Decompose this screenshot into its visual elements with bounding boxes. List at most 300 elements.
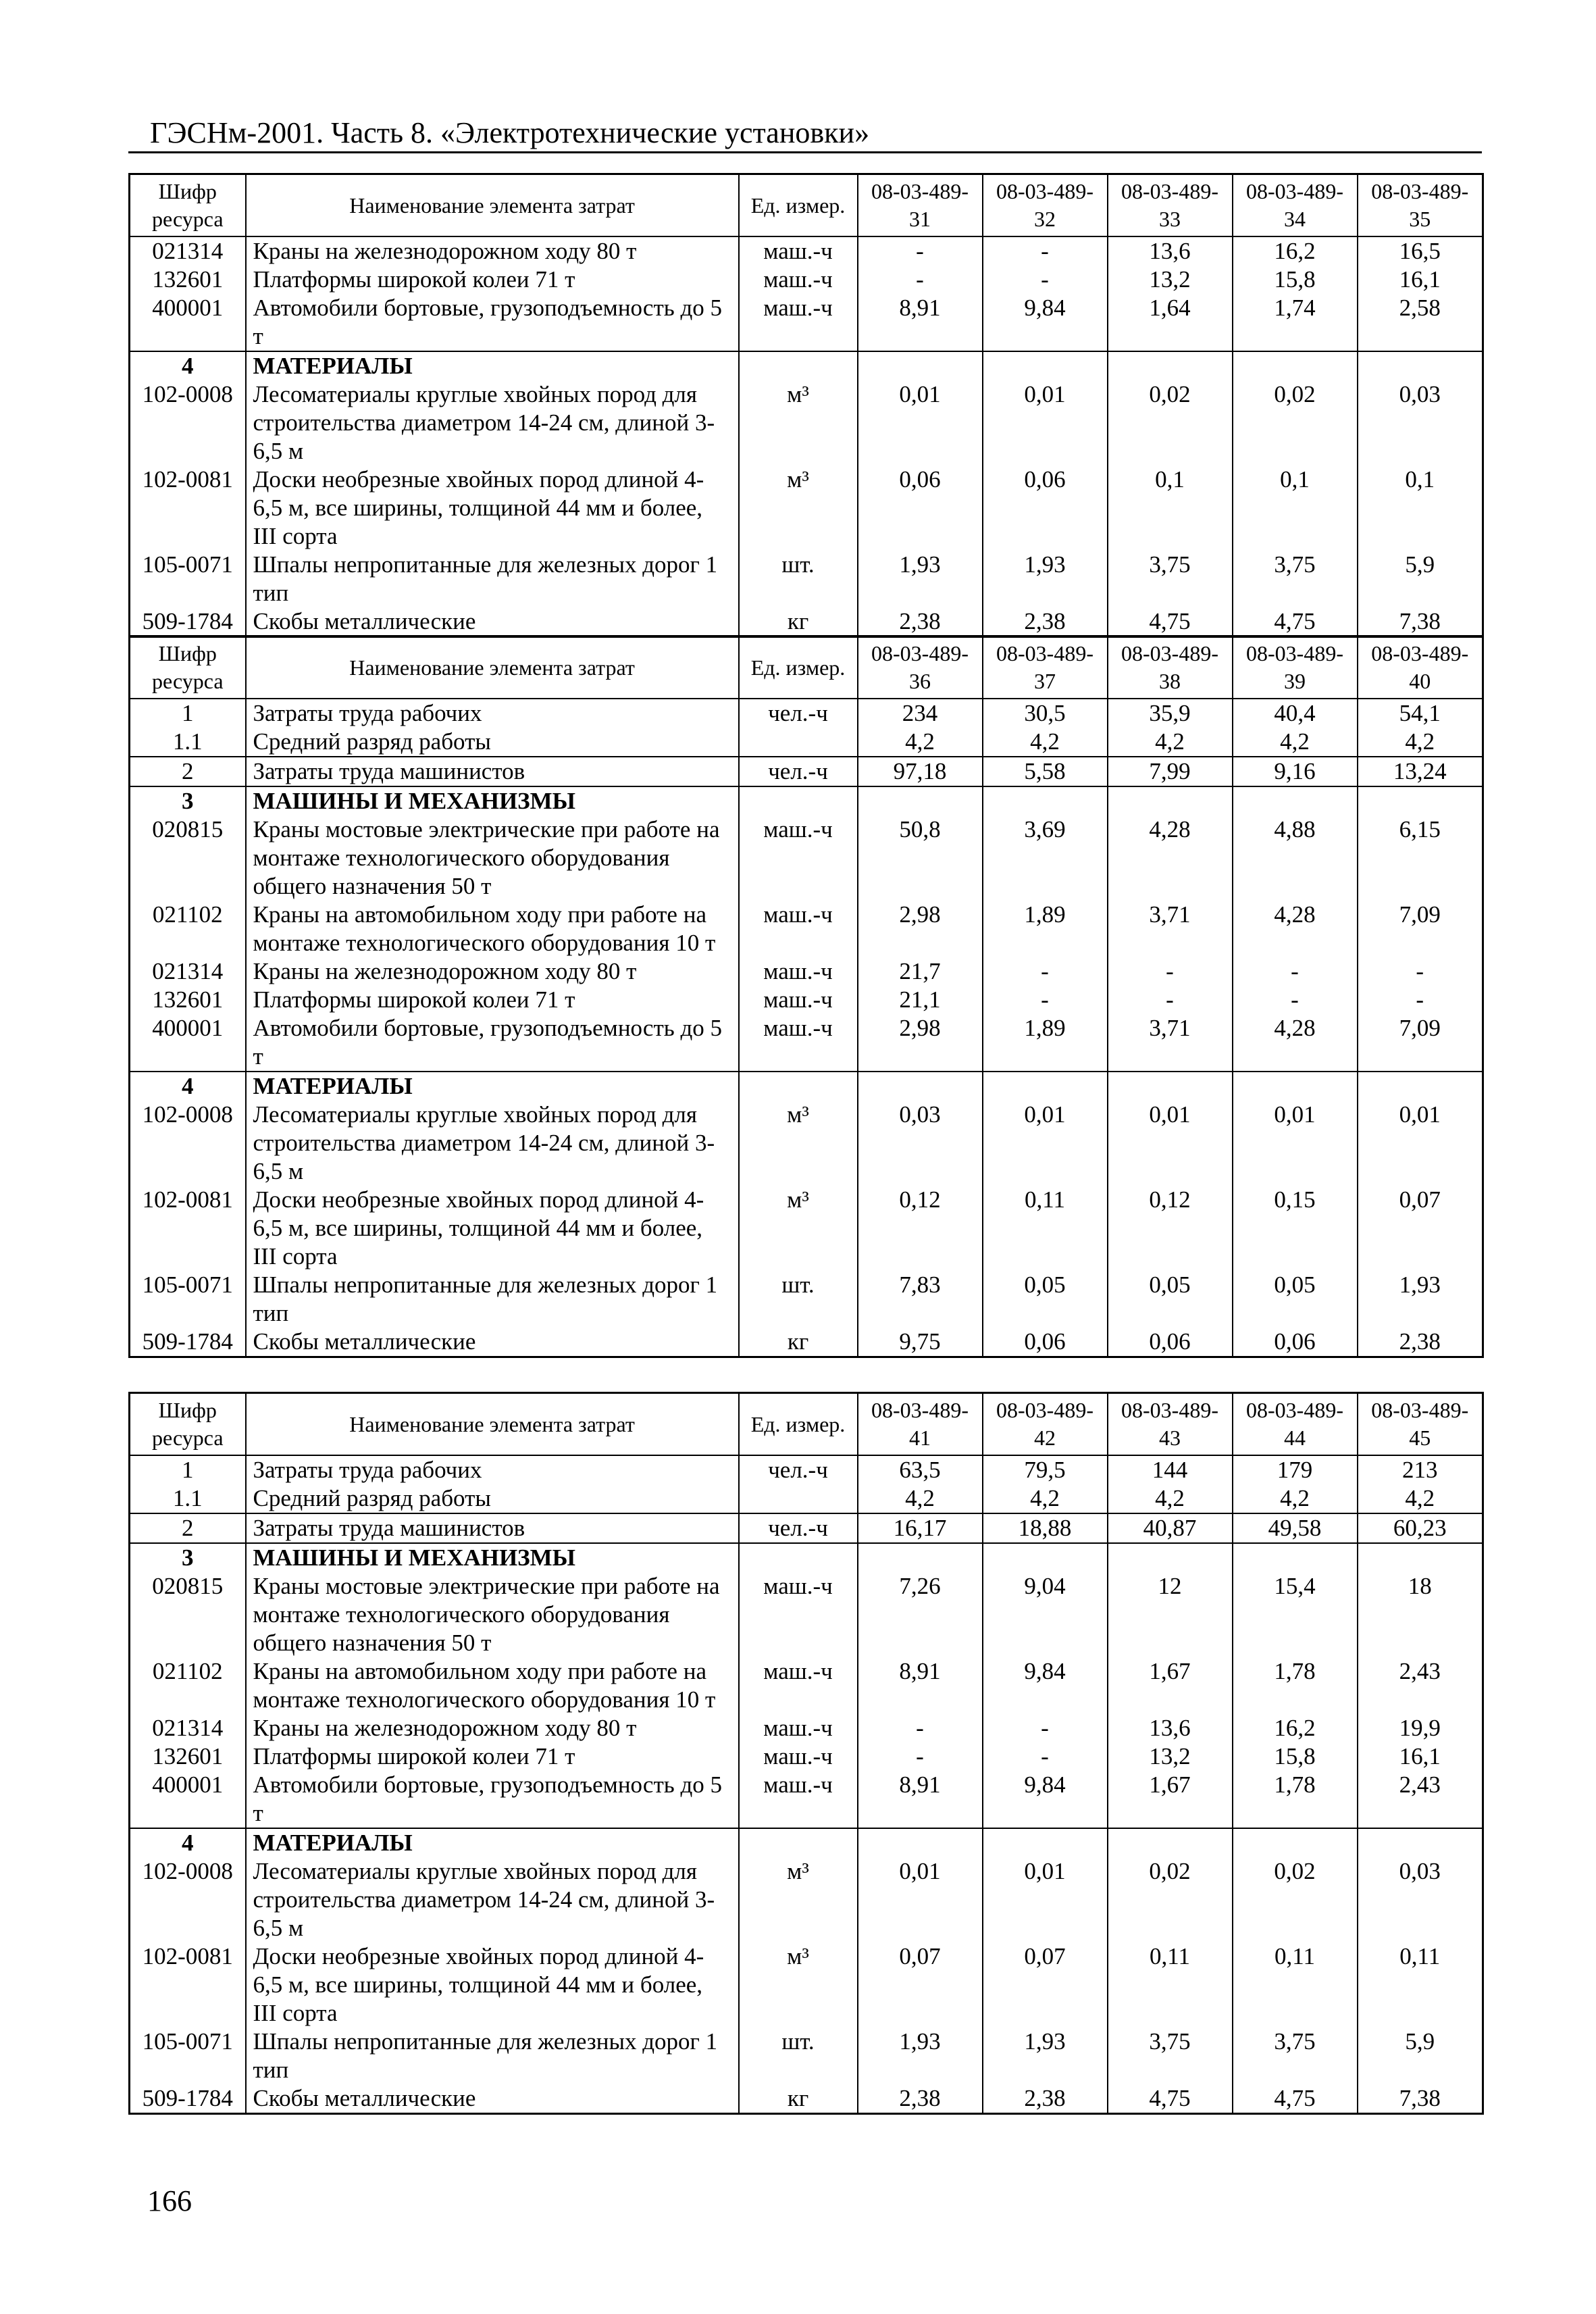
header-norm-code-cell: 08-03-489-40 <box>1358 636 1483 699</box>
value-cell: 0,06 <box>983 1328 1108 1357</box>
value-cell: 9,84 <box>983 1657 1108 1714</box>
resource-name-cell: Затраты труда машинистов <box>246 757 739 786</box>
value-cell: - <box>983 266 1108 294</box>
table-row <box>130 1186 1483 1271</box>
value-cell: 4,2 <box>1233 728 1358 757</box>
value-cell: 0,11 <box>1358 1942 1483 2028</box>
header-norm-code-cell: 08-03-489-31 <box>858 174 983 237</box>
value-cell: 0,1 <box>1233 466 1358 551</box>
resource-name-cell: Краны на железнодорожном ходу 80 т <box>246 236 739 266</box>
value-cell: - <box>983 1742 1108 1771</box>
unit-cell: шт. <box>739 2028 858 2084</box>
value-cell: 2,38 <box>983 607 1108 637</box>
value-cell: - <box>983 236 1108 266</box>
header-unit-cell: Ед. измер. <box>739 1393 858 1456</box>
section-row <box>130 351 1483 380</box>
value-cell: 2,98 <box>858 1014 983 1072</box>
value-cell: 18,88 <box>983 1513 1108 1543</box>
header-norm-code-cell: 08-03-489-37 <box>983 636 1108 699</box>
value-cell: - <box>1108 957 1233 986</box>
value-cell: 4,2 <box>1108 1484 1233 1513</box>
value-cell: 0,11 <box>983 1186 1108 1271</box>
value-cell: 0,11 <box>1233 1942 1358 2028</box>
resource-code-cell: 102-0008 <box>130 1101 246 1186</box>
value-cell: 0,03 <box>858 1101 983 1186</box>
header-code-cell: Шифр ресурса <box>130 636 246 699</box>
value-cell: 1,67 <box>1108 1771 1233 1828</box>
value-cell: - <box>983 986 1108 1014</box>
value-cell: 18 <box>1358 1572 1483 1657</box>
unit-cell: маш.-ч <box>739 1771 858 1828</box>
value-cell <box>983 351 1108 380</box>
value-cell: 4,28 <box>1233 1014 1358 1072</box>
unit-cell: маш.-ч <box>739 1014 858 1072</box>
value-cell <box>1108 1072 1233 1101</box>
unit-cell: м³ <box>739 1942 858 2028</box>
value-cell <box>1233 351 1358 380</box>
value-cell: 4,2 <box>858 728 983 757</box>
table-row <box>130 1513 1483 1543</box>
value-cell: 30,5 <box>983 699 1108 728</box>
value-cell: 0,06 <box>1108 1328 1233 1357</box>
unit-cell: шт. <box>739 551 858 607</box>
unit-cell: маш.-ч <box>739 294 858 351</box>
unit-cell: чел.-ч <box>739 699 858 728</box>
unit-cell: шт. <box>739 1271 858 1328</box>
header-name-cell: Наименование элемента затрат <box>246 174 739 237</box>
resource-code-cell: 132601 <box>130 266 246 294</box>
value-cell: 1,78 <box>1233 1657 1358 1714</box>
table-row <box>130 2084 1483 2114</box>
resource-code-cell: 105-0071 <box>130 2028 246 2084</box>
value-cell <box>1233 1072 1358 1101</box>
value-cell: 4,28 <box>1233 901 1358 957</box>
value-cell: 234 <box>858 699 983 728</box>
value-cell: 1,78 <box>1233 1771 1358 1828</box>
value-cell: 0,01 <box>983 380 1108 466</box>
resource-code-cell: 102-0081 <box>130 466 246 551</box>
resource-name-cell: МАТЕРИАЛЫ <box>246 1072 739 1101</box>
value-cell: 12 <box>1108 1572 1233 1657</box>
value-cell: 2,43 <box>1358 1657 1483 1714</box>
value-cell: 8,91 <box>858 1771 983 1828</box>
unit-cell: маш.-ч <box>739 1714 858 1742</box>
norm-table-2 <box>128 635 1484 1358</box>
value-cell: 16,5 <box>1358 236 1483 266</box>
value-cell <box>1358 351 1483 380</box>
value-cell: 4,2 <box>1358 728 1483 757</box>
resource-code-cell: 021102 <box>130 901 246 957</box>
value-cell: 0,12 <box>858 1186 983 1271</box>
value-cell: 2,38 <box>1358 1328 1483 1357</box>
value-cell: 1,93 <box>858 2028 983 2084</box>
header-norm-code-cell: 08-03-489-36 <box>858 636 983 699</box>
header-norm-code-cell: 08-03-489-33 <box>1108 174 1233 237</box>
unit-cell <box>739 728 858 757</box>
value-cell: 2,38 <box>858 607 983 637</box>
value-cell: - <box>1358 986 1483 1014</box>
value-cell: 0,02 <box>1233 1857 1358 1942</box>
resource-code-cell: 400001 <box>130 1771 246 1828</box>
value-cell: 21,1 <box>858 986 983 1014</box>
resource-name-cell: Лесоматериалы круглые хвойных пород для строительства диаметром 14-24 см, длиной 3-6,5 м <box>246 380 739 466</box>
resource-name-cell: Автомобили бортовые, грузоподъемность до 5 т <box>246 1771 739 1828</box>
value-cell: 4,2 <box>1108 728 1233 757</box>
value-cell: 35,9 <box>1108 699 1233 728</box>
unit-cell: маш.-ч <box>739 1742 858 1771</box>
header-unit-cell: Ед. измер. <box>739 636 858 699</box>
unit-cell <box>739 1543 858 1572</box>
value-cell: 97,18 <box>858 757 983 786</box>
value-cell: 3,71 <box>1108 901 1233 957</box>
header-norm-code-cell: 08-03-489-44 <box>1233 1393 1358 1456</box>
resource-code-cell: 3 <box>130 1543 246 1572</box>
resource-name-cell: Платформы широкой колеи 71 т <box>246 266 739 294</box>
unit-cell <box>739 1828 858 1857</box>
unit-cell: маш.-ч <box>739 901 858 957</box>
resource-code-cell: 4 <box>130 351 246 380</box>
resource-name-cell: Краны на автомобильном ходу при работе на монтаже технологического оборудования 10 т <box>246 1657 739 1714</box>
table-row <box>130 2028 1483 2084</box>
value-cell: 3,75 <box>1233 551 1358 607</box>
value-cell: - <box>858 1714 983 1742</box>
unit-cell: м³ <box>739 1101 858 1186</box>
value-cell: 0,01 <box>983 1101 1108 1186</box>
unit-cell: м³ <box>739 466 858 551</box>
page-header: ГЭСНм-2001. Часть 8. «Электротехнические установки» <box>150 116 870 149</box>
table-row <box>130 1455 1483 1484</box>
value-cell: 0,07 <box>1358 1186 1483 1271</box>
value-cell: - <box>1358 957 1483 986</box>
resource-name-cell: Доски необрезные хвойных пород длиной 4-6,5 м, все ширины, толщиной 44 мм и более, III сорта <box>246 466 739 551</box>
resource-code-cell: 1.1 <box>130 728 246 757</box>
table-row <box>130 1942 1483 2028</box>
value-cell: 3,75 <box>1233 2028 1358 2084</box>
value-cell: 63,5 <box>858 1455 983 1484</box>
table-row <box>130 1771 1483 1828</box>
resource-name-cell: Платформы широкой колеи 71 т <box>246 986 739 1014</box>
value-cell <box>858 1828 983 1857</box>
table-row <box>130 1572 1483 1657</box>
unit-cell: маш.-ч <box>739 1657 858 1714</box>
value-cell: 0,01 <box>858 1857 983 1942</box>
value-cell <box>1233 786 1358 815</box>
header-unit-cell: Ед. измер. <box>739 174 858 237</box>
resource-code-cell: 102-0008 <box>130 1857 246 1942</box>
value-cell: 0,01 <box>1108 1101 1233 1186</box>
resource-name-cell: МАШИНЫ И МЕХАНИЗМЫ <box>246 786 739 815</box>
value-cell: 16,1 <box>1358 1742 1483 1771</box>
value-cell: 1,89 <box>983 901 1108 957</box>
value-cell <box>858 1543 983 1572</box>
unit-cell: маш.-ч <box>739 1572 858 1657</box>
resource-name-cell: Платформы широкой колеи 71 т <box>246 1742 739 1771</box>
header-rule <box>128 151 1482 153</box>
value-cell: 0,15 <box>1233 1186 1358 1271</box>
value-cell: 213 <box>1358 1455 1483 1484</box>
value-cell: 0,05 <box>1233 1271 1358 1328</box>
table-row <box>130 607 1483 637</box>
value-cell: 4,2 <box>983 728 1108 757</box>
resource-name-cell: Средний разряд работы <box>246 728 739 757</box>
value-cell: 15,4 <box>1233 1572 1358 1657</box>
value-cell: 0,05 <box>983 1271 1108 1328</box>
resource-code-cell: 509-1784 <box>130 1328 246 1357</box>
value-cell <box>983 1072 1108 1101</box>
table-row <box>130 1657 1483 1714</box>
value-cell: 19,9 <box>1358 1714 1483 1742</box>
value-cell: 15,8 <box>1233 266 1358 294</box>
resource-name-cell: Шпалы непропитанные для железных дорог 1 тип <box>246 551 739 607</box>
resource-name-cell: Краны мостовые электрические при работе на монтаже технологического оборудования общего назначения 50 т <box>246 815 739 901</box>
table-row <box>130 1014 1483 1072</box>
value-cell: 5,58 <box>983 757 1108 786</box>
value-cell: 0,06 <box>1233 1328 1358 1357</box>
value-cell: 13,24 <box>1358 757 1483 786</box>
resource-name-cell: Автомобили бортовые, грузоподъемность до 5 т <box>246 294 739 351</box>
value-cell: 54,1 <box>1358 699 1483 728</box>
value-cell: 7,26 <box>858 1572 983 1657</box>
value-cell: 4,2 <box>1358 1484 1483 1513</box>
value-cell: 13,2 <box>1108 266 1233 294</box>
norm-table-1 <box>128 173 1484 638</box>
value-cell: 2,38 <box>858 2084 983 2114</box>
value-cell: 21,7 <box>858 957 983 986</box>
section-row <box>130 1828 1483 1857</box>
value-cell: 7,09 <box>1358 901 1483 957</box>
value-cell: 4,88 <box>1233 815 1358 901</box>
value-cell <box>983 1543 1108 1572</box>
value-cell: 6,15 <box>1358 815 1483 901</box>
value-cell: 2,38 <box>983 2084 1108 2114</box>
resource-name-cell: Доски необрезные хвойных пород длиной 4-6,5 м, все ширины, толщиной 44 мм и более, III сорта <box>246 1186 739 1271</box>
resource-code-cell: 105-0071 <box>130 1271 246 1328</box>
value-cell: 13,6 <box>1108 236 1233 266</box>
unit-cell <box>739 786 858 815</box>
header-norm-code-cell: 08-03-489-41 <box>858 1393 983 1456</box>
value-cell: - <box>1233 957 1358 986</box>
value-cell: 1,93 <box>858 551 983 607</box>
value-cell: 3,71 <box>1108 1014 1233 1072</box>
section-row <box>130 1072 1483 1101</box>
resource-name-cell: Краны на железнодорожном ходу 80 т <box>246 957 739 986</box>
resource-code-cell: 2 <box>130 1513 246 1543</box>
unit-cell: маш.-ч <box>739 236 858 266</box>
value-cell: - <box>858 236 983 266</box>
value-cell: 49,58 <box>1233 1513 1358 1543</box>
value-cell: 4,28 <box>1108 815 1233 901</box>
value-cell: 144 <box>1108 1455 1233 1484</box>
value-cell: 2,98 <box>858 901 983 957</box>
value-cell: 4,75 <box>1233 2084 1358 2114</box>
unit-cell: м³ <box>739 380 858 466</box>
value-cell: 16,2 <box>1233 236 1358 266</box>
resource-code-cell: 1.1 <box>130 1484 246 1513</box>
table-row <box>130 815 1483 901</box>
value-cell <box>1233 1828 1358 1857</box>
table-header-row <box>130 636 1483 699</box>
value-cell: 179 <box>1233 1455 1358 1484</box>
value-cell: 9,16 <box>1233 757 1358 786</box>
table-row <box>130 1328 1483 1357</box>
table-row <box>130 1742 1483 1771</box>
value-cell: 1,89 <box>983 1014 1108 1072</box>
header-norm-code-cell: 08-03-489-35 <box>1358 174 1483 237</box>
header-norm-code-cell: 08-03-489-34 <box>1233 174 1358 237</box>
value-cell: 9,75 <box>858 1328 983 1357</box>
value-cell: 1,93 <box>1358 1271 1483 1328</box>
resource-name-cell: МАТЕРИАЛЫ <box>246 1828 739 1857</box>
resource-name-cell: Краны мостовые электрические при работе на монтаже технологического оборудования общего назначения 50 т <box>246 1572 739 1657</box>
value-cell: - <box>858 266 983 294</box>
value-cell <box>1108 1543 1233 1572</box>
resource-code-cell: 102-0008 <box>130 380 246 466</box>
value-cell: 50,8 <box>858 815 983 901</box>
resource-code-cell: 1 <box>130 699 246 728</box>
value-cell: 0,02 <box>1108 1857 1233 1942</box>
value-cell: 60,23 <box>1358 1513 1483 1543</box>
value-cell: - <box>983 957 1108 986</box>
table-row <box>130 266 1483 294</box>
value-cell: 2,58 <box>1358 294 1483 351</box>
value-cell: - <box>983 1714 1108 1742</box>
value-cell: 0,11 <box>1108 1942 1233 2028</box>
unit-cell <box>739 351 858 380</box>
value-cell <box>1358 1543 1483 1572</box>
resource-name-cell: Шпалы непропитанные для железных дорог 1 тип <box>246 2028 739 2084</box>
value-cell <box>1358 1072 1483 1101</box>
value-cell: 0,06 <box>983 466 1108 551</box>
value-cell: 4,2 <box>983 1484 1108 1513</box>
unit-cell <box>739 1484 858 1513</box>
value-cell: 2,43 <box>1358 1771 1483 1828</box>
value-cell: 4,2 <box>1233 1484 1358 1513</box>
value-cell: 3,75 <box>1108 2028 1233 2084</box>
value-cell: 0,01 <box>1358 1101 1483 1186</box>
value-cell <box>1358 786 1483 815</box>
resource-code-cell: 021314 <box>130 236 246 266</box>
value-cell: - <box>858 1742 983 1771</box>
value-cell <box>1108 1828 1233 1857</box>
value-cell <box>858 786 983 815</box>
unit-cell: маш.-ч <box>739 815 858 901</box>
unit-cell: маш.-ч <box>739 266 858 294</box>
value-cell: 0,07 <box>983 1942 1108 2028</box>
resource-code-cell: 105-0071 <box>130 551 246 607</box>
resource-code-cell: 400001 <box>130 1014 246 1072</box>
resource-name-cell: Лесоматериалы круглые хвойных пород для строительства диаметром 14-24 см, длиной 3-6,5 м <box>246 1101 739 1186</box>
header-norm-code-cell: 08-03-489-43 <box>1108 1393 1233 1456</box>
value-cell: 4,75 <box>1108 607 1233 637</box>
value-cell: 5,9 <box>1358 2028 1483 2084</box>
value-cell: 0,1 <box>1108 466 1233 551</box>
value-cell: - <box>1108 986 1233 1014</box>
value-cell: 0,02 <box>1108 380 1233 466</box>
table-header-row <box>130 1393 1483 1456</box>
resource-code-cell: 4 <box>130 1072 246 1101</box>
value-cell: 16,17 <box>858 1513 983 1543</box>
header-norm-code-cell: 08-03-489-45 <box>1358 1393 1483 1456</box>
table-header-row <box>130 174 1483 237</box>
table-row <box>130 1714 1483 1742</box>
unit-cell: чел.-ч <box>739 1513 858 1543</box>
value-cell: 0,1 <box>1358 466 1483 551</box>
header-code-cell: Шифр ресурса <box>130 174 246 237</box>
unit-cell: маш.-ч <box>739 986 858 1014</box>
header-name-cell: Наименование элемента затрат <box>246 1393 739 1456</box>
table-row <box>130 728 1483 757</box>
resource-code-cell: 132601 <box>130 986 246 1014</box>
resource-code-cell: 020815 <box>130 1572 246 1657</box>
resource-name-cell: Скобы металлические <box>246 607 739 637</box>
value-cell: - <box>1233 986 1358 1014</box>
value-cell: 0,12 <box>1108 1186 1233 1271</box>
resource-name-cell: Шпалы непропитанные для железных дорог 1 тип <box>246 1271 739 1328</box>
value-cell: 1,93 <box>983 551 1108 607</box>
value-cell: 4,2 <box>858 1484 983 1513</box>
value-cell <box>858 1072 983 1101</box>
table-row <box>130 380 1483 466</box>
table-row <box>130 699 1483 728</box>
value-cell <box>1108 351 1233 380</box>
value-cell: 0,03 <box>1358 1857 1483 1942</box>
value-cell: 1,67 <box>1108 1657 1233 1714</box>
header-norm-code-cell: 08-03-489-39 <box>1233 636 1358 699</box>
unit-cell: кг <box>739 607 858 637</box>
resource-name-cell: МАТЕРИАЛЫ <box>246 351 739 380</box>
resource-code-cell: 509-1784 <box>130 607 246 637</box>
unit-cell: чел.-ч <box>739 1455 858 1484</box>
value-cell: 9,04 <box>983 1572 1108 1657</box>
resource-name-cell: Скобы металлические <box>246 2084 739 2114</box>
table-row <box>130 1271 1483 1328</box>
table-row <box>130 757 1483 786</box>
value-cell <box>858 351 983 380</box>
resource-code-cell: 3 <box>130 786 246 815</box>
resource-code-cell: 132601 <box>130 1742 246 1771</box>
value-cell: 0,02 <box>1233 380 1358 466</box>
value-cell: 7,38 <box>1358 2084 1483 2114</box>
value-cell: 5,9 <box>1358 551 1483 607</box>
section-row <box>130 1543 1483 1572</box>
resource-code-cell: 021102 <box>130 1657 246 1714</box>
unit-cell <box>739 1072 858 1101</box>
value-cell: 1,93 <box>983 2028 1108 2084</box>
page-number: 166 <box>147 2184 192 2217</box>
value-cell: 13,6 <box>1108 1714 1233 1742</box>
resource-name-cell: Краны на железнодорожном ходу 80 т <box>246 1714 739 1742</box>
resource-name-cell: Краны на автомобильном ходу при работе на монтаже технологического оборудования 10 т <box>246 901 739 957</box>
resource-code-cell: 509-1784 <box>130 2084 246 2114</box>
table-row <box>130 986 1483 1014</box>
unit-cell: маш.-ч <box>739 957 858 986</box>
header-norm-code-cell: 08-03-489-42 <box>983 1393 1108 1456</box>
value-cell: 15,8 <box>1233 1742 1358 1771</box>
unit-cell: кг <box>739 2084 858 2114</box>
value-cell: 4,75 <box>1233 607 1358 637</box>
header-norm-code-cell: 08-03-489-38 <box>1108 636 1233 699</box>
value-cell: 3,75 <box>1108 551 1233 607</box>
resource-code-cell: 021314 <box>130 1714 246 1742</box>
table-row <box>130 957 1483 986</box>
table-row <box>130 294 1483 351</box>
resource-name-cell: Автомобили бортовые, грузоподъемность до 5 т <box>246 1014 739 1072</box>
header-norm-code-cell: 08-03-489-32 <box>983 174 1108 237</box>
value-cell <box>983 1828 1108 1857</box>
value-cell: 9,84 <box>983 1771 1108 1828</box>
resource-code-cell: 020815 <box>130 815 246 901</box>
resource-name-cell: Лесоматериалы круглые хвойных пород для строительства диаметром 14-24 см, длиной 3-6,5 м <box>246 1857 739 1942</box>
